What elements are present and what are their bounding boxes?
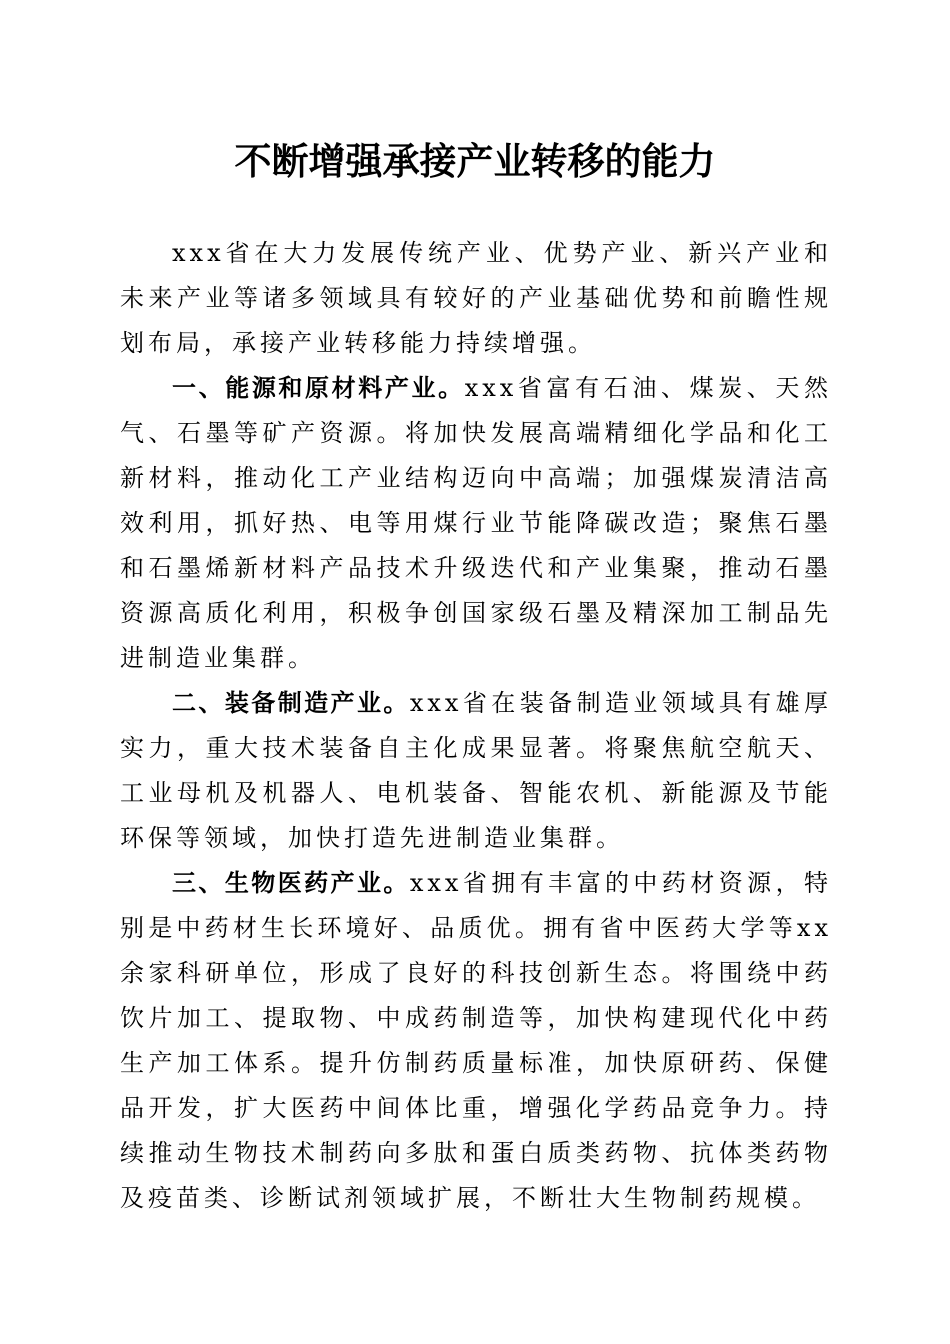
- paragraph-intro: [120, 231, 832, 366]
- paragraph-text: xxx省拥有丰富的中药材资源，特别是中药材生长环境好、品质优。拥有省中医药大学等xx余家科研单位，形成了良好的科技创新生态。将围绕中药饮片加工、提取物、中成药制造等，加快构建现代化中药生产加工体系。提升仿制药质量标准，加快原研药、保健品开发，扩大医药中间体比重，增强化学药品竞争力。持续推动生物技术制药向多肽和蛋白质类药物、抗体类药物及疫苗类、诊断试剂领域扩展，不断壮大生物制药规模。: [120, 869, 832, 1212]
- paragraph-text: xxx省在大力发展传统产业、优势产业、新兴产业和未来产业等诸多领域具有较好的产业基础优势和前瞻性规划布局，承接产业转移能力持续增强。: [120, 239, 832, 357]
- paragraph-biomedicine: [120, 861, 832, 1221]
- paragraph-equipment: [120, 681, 832, 861]
- paragraph-text: xxx省富有石油、煤炭、天然气、石墨等矿产资源。将加快发展高端精细化学品和化工新材料，推动化工产业结构迈向中高端；加强煤炭清洁高效利用，抓好热、电等用煤行业节能降碳改造；聚焦石墨和石墨烯新材料产品技术升级迭代和产业集聚，推动石墨资源高质化利用，积极争创国家级石墨及精深加工制品先进制造业集群。: [120, 374, 833, 672]
- document-title: 不断增强承接产业转移的能力: [234, 139, 716, 183]
- document-body: [120, 231, 832, 1221]
- paragraph-text: xxx省在装备制造业领域具有雄厚实力，重大技术装备自主化成果显著。将聚焦航空航天、工业母机及机器人、电机装备、智能农机、新能源及节能环保等领域，加快打造先进制造业集群。: [120, 689, 832, 852]
- paragraph-lead: 一、能源和原材料产业。: [172, 374, 465, 402]
- paragraph-lead: 三、生物医药产业。: [172, 869, 410, 897]
- paragraph-energy: [120, 366, 832, 681]
- paragraph-lead: 二、装备制造产业。: [172, 689, 410, 717]
